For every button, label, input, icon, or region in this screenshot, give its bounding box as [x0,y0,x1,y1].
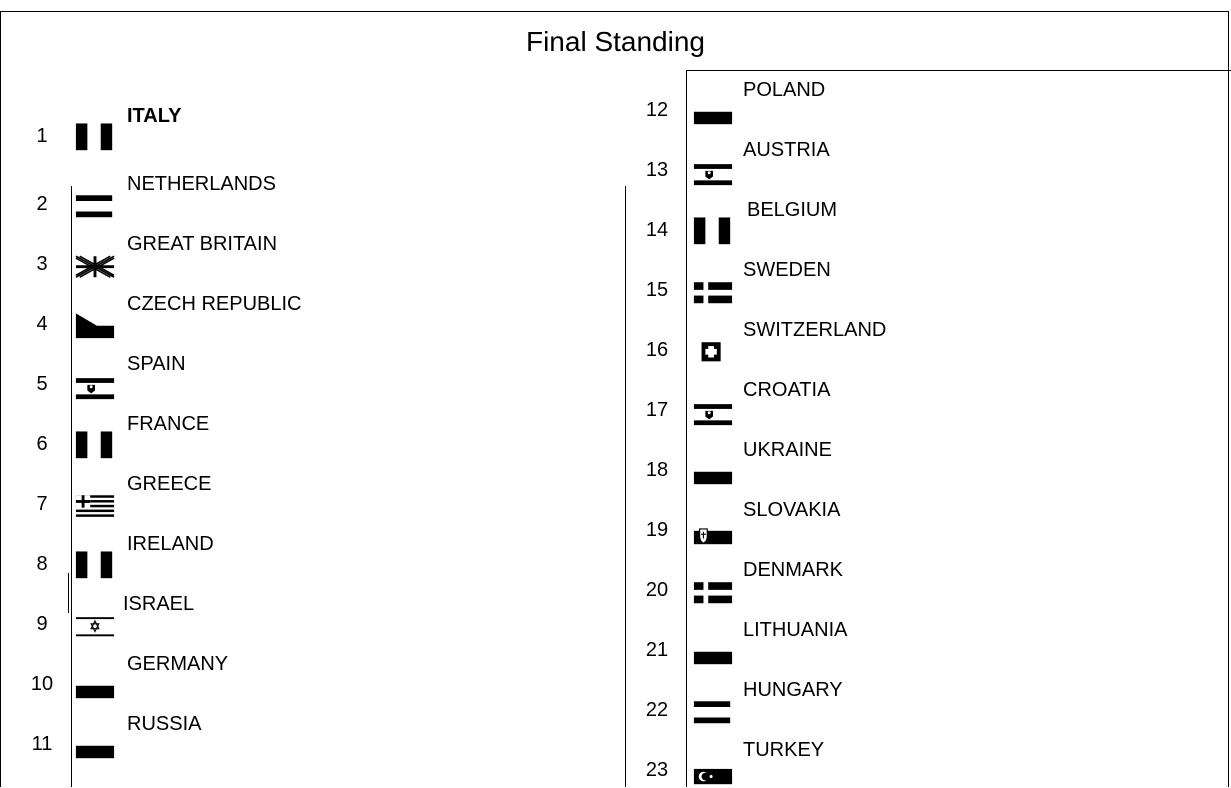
country-name: SWITZERLAND [743,319,887,341]
country-name: LITHUANIA [743,619,848,641]
country-name: CROATIA [743,379,831,401]
rank-number: 7 [36,493,48,515]
rank-number: 2 [36,193,48,215]
rank-number: 14 [645,219,669,241]
country-name: TURKEY [743,739,825,761]
flag-bottom-bar-icon [74,720,116,762]
flag-three-vertical-bars-icon [74,540,116,582]
country-name: POLAND [743,79,826,101]
rank-number: 20 [645,579,669,601]
country-name: NETHERLANDS [127,173,276,195]
country-name: GERMANY [127,653,229,675]
country-name: SWEDEN [743,259,831,281]
country-name: CZECH REPUBLIC [127,293,302,315]
flag-union-jack-icon [74,240,116,282]
rank-number: 16 [645,339,669,361]
country-name: ITALY [127,105,182,127]
ireland-row-marker [68,573,69,613]
country-name: HUNGARY [743,679,843,701]
rank-number: 15 [645,279,669,301]
flag-bottom-bar-icon [692,446,734,488]
flag-bars-with-crest-icon [74,360,116,402]
flag-nordic-cross-icon [692,566,734,608]
flag-stripes-with-cross-icon [74,480,116,522]
country-name: UKRAINE [743,439,832,461]
country-name: GREAT BRITAIN [127,233,278,255]
rank-number: 13 [645,159,669,181]
rank-number: 3 [36,253,48,275]
country-name: IRELAND [127,533,214,555]
rank-number: 19 [645,519,669,541]
flag-two-horizontal-bars-icon [74,180,116,222]
left-column-divider [71,186,72,787]
flag-bar-with-shield-icon [692,506,734,548]
rank-number: 18 [645,459,669,481]
flag-two-horizontal-bars-icon [692,686,734,728]
flag-three-vertical-bars-icon [74,112,116,154]
rank-number: 12 [645,99,669,121]
rank-number: 10 [30,673,54,695]
rank-number: 6 [36,433,48,455]
flag-bottom-bar-icon [692,626,734,668]
rank-number: 23 [645,759,669,781]
rank-number: 1 [36,125,48,147]
flag-czech-triangle-icon [74,300,116,342]
flag-nordic-cross-icon [692,266,734,308]
center-column-divider [625,186,626,787]
flag-bottom-bar-icon [74,660,116,702]
flag-three-vertical-bars-icon [692,206,734,248]
country-name: AUSTRIA [743,139,830,161]
flag-bars-with-crest-icon [692,386,734,428]
flag-bars-with-crest-icon [692,146,734,188]
rank-number: 17 [645,399,669,421]
rank-number: 22 [645,699,669,721]
flag-star-of-david-icon [74,600,116,642]
country-name: RUSSIA [127,713,202,735]
country-name: BELGIUM [747,199,838,221]
country-name: ISRAEL [123,593,195,615]
rank-number: 5 [36,373,48,395]
country-name: FRANCE [127,413,210,435]
country-name: GREECE [127,473,212,495]
country-name: DENMARK [743,559,844,581]
rank-number: 4 [36,313,48,335]
country-name: SLOVAKIA [743,499,841,521]
country-name: SPAIN [127,353,186,375]
flag-bottom-bar-icon [692,86,734,128]
rank-number: 21 [645,639,669,661]
rank-number: 9 [36,613,48,635]
flag-crescent-star-icon [692,746,734,788]
flag-swiss-cross-icon [692,326,734,368]
page-title: Final Standing [525,26,705,57]
flag-three-vertical-bars-icon [74,420,116,462]
rank-number: 11 [31,733,53,755]
rank-number: 8 [36,553,48,575]
